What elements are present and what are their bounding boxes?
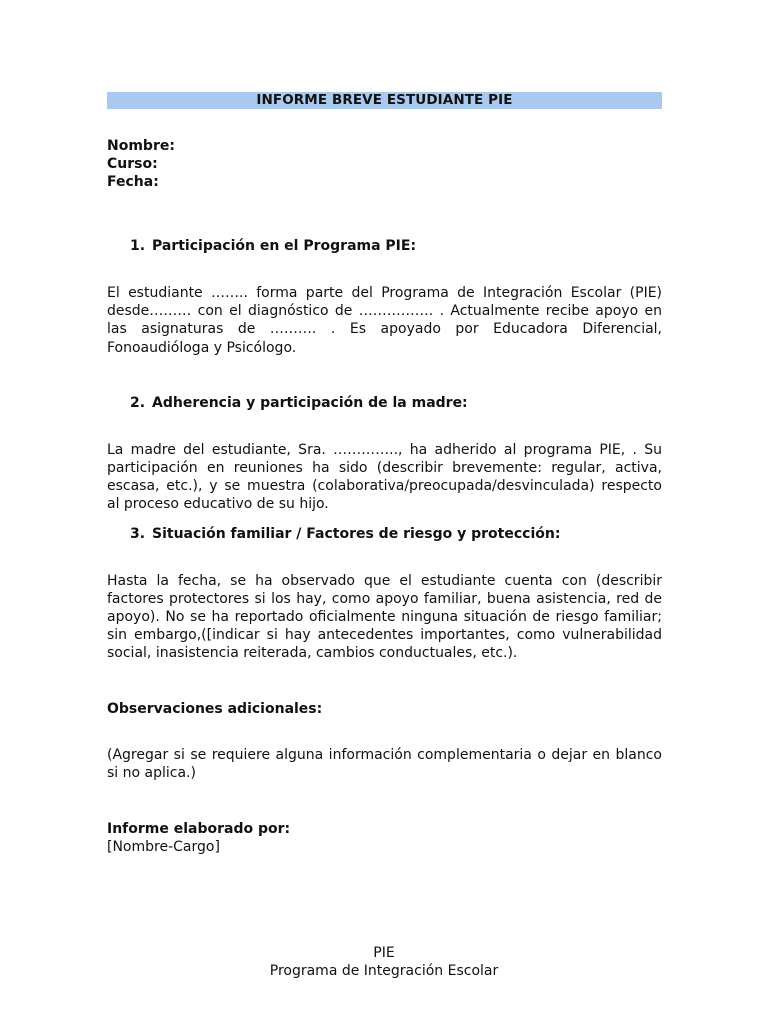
field-nombre: Nombre: xyxy=(107,138,175,154)
section-3-title: Situación familiar / Factores de riesgo y protección: xyxy=(152,525,561,542)
section-1-title: Participación en el Programa PIE: xyxy=(152,238,417,254)
document-page xyxy=(107,92,662,856)
student-fields xyxy=(107,137,662,191)
footer-line-1: PIE xyxy=(373,945,395,961)
observaciones-text: (Agregar si se requiere alguna información complementaria o dejar en blanco si no aplica.) xyxy=(107,746,662,781)
signature-placeholder: [Nombre-Cargo] xyxy=(107,839,220,856)
field-fecha: Fecha: xyxy=(107,174,159,190)
section-3-text: Hasta la fecha, se ha observado que el estudiante cuenta con (describir factores protectores si los hay, como apoyo familiar, buena asistencia, red de apoyo). No se ha reportado oficialmente ninguna situación de riesgo familiar; sin embargo,([indicar si hay antecedentes importantes, como vulnerabilidad social, inasistencia reiterada, cambios conductuales, etc.). xyxy=(107,572,662,662)
section-1-text: El estudiante …….. forma parte del Programa de Integración Escolar (PIE) desde……… con el diagnóstico de ……………. . Actualmente recibe apoyo en las asignaturas de ………. . Es apoyado por Educadora Diferencial, Fonoaudióloga y Psicólogo. xyxy=(107,285,662,356)
signature-heading: Informe elaborado por: xyxy=(107,821,291,838)
section-1-number: 1. xyxy=(130,238,146,254)
section-2-title: Adherencia y participación de la madre: xyxy=(152,394,468,411)
section-3-number: 3. xyxy=(130,525,146,542)
section-2-text: La madre del estudiante, Sra. ………….., ha adherido al programa PIE, . Su participación en reuniones ha sido (describir brevemente: regular, activa, escasa, etc.), y se muestra (colaborativa/preocupada/desvinculada) respecto al proceso educativo de su hijo. xyxy=(107,441,662,513)
field-curso: Curso: xyxy=(107,156,158,172)
section-1-heading xyxy=(107,237,662,255)
footer-line-2: Programa de Integración Escolar xyxy=(269,963,499,979)
section-2-heading xyxy=(107,394,662,412)
section-3-heading xyxy=(107,525,662,543)
section-2-number: 2. xyxy=(130,394,146,411)
observaciones-heading: Observaciones adicionales: xyxy=(107,700,323,717)
document-title: INFORME BREVE ESTUDIANTE PIE xyxy=(107,92,662,109)
page-footer xyxy=(0,944,768,980)
